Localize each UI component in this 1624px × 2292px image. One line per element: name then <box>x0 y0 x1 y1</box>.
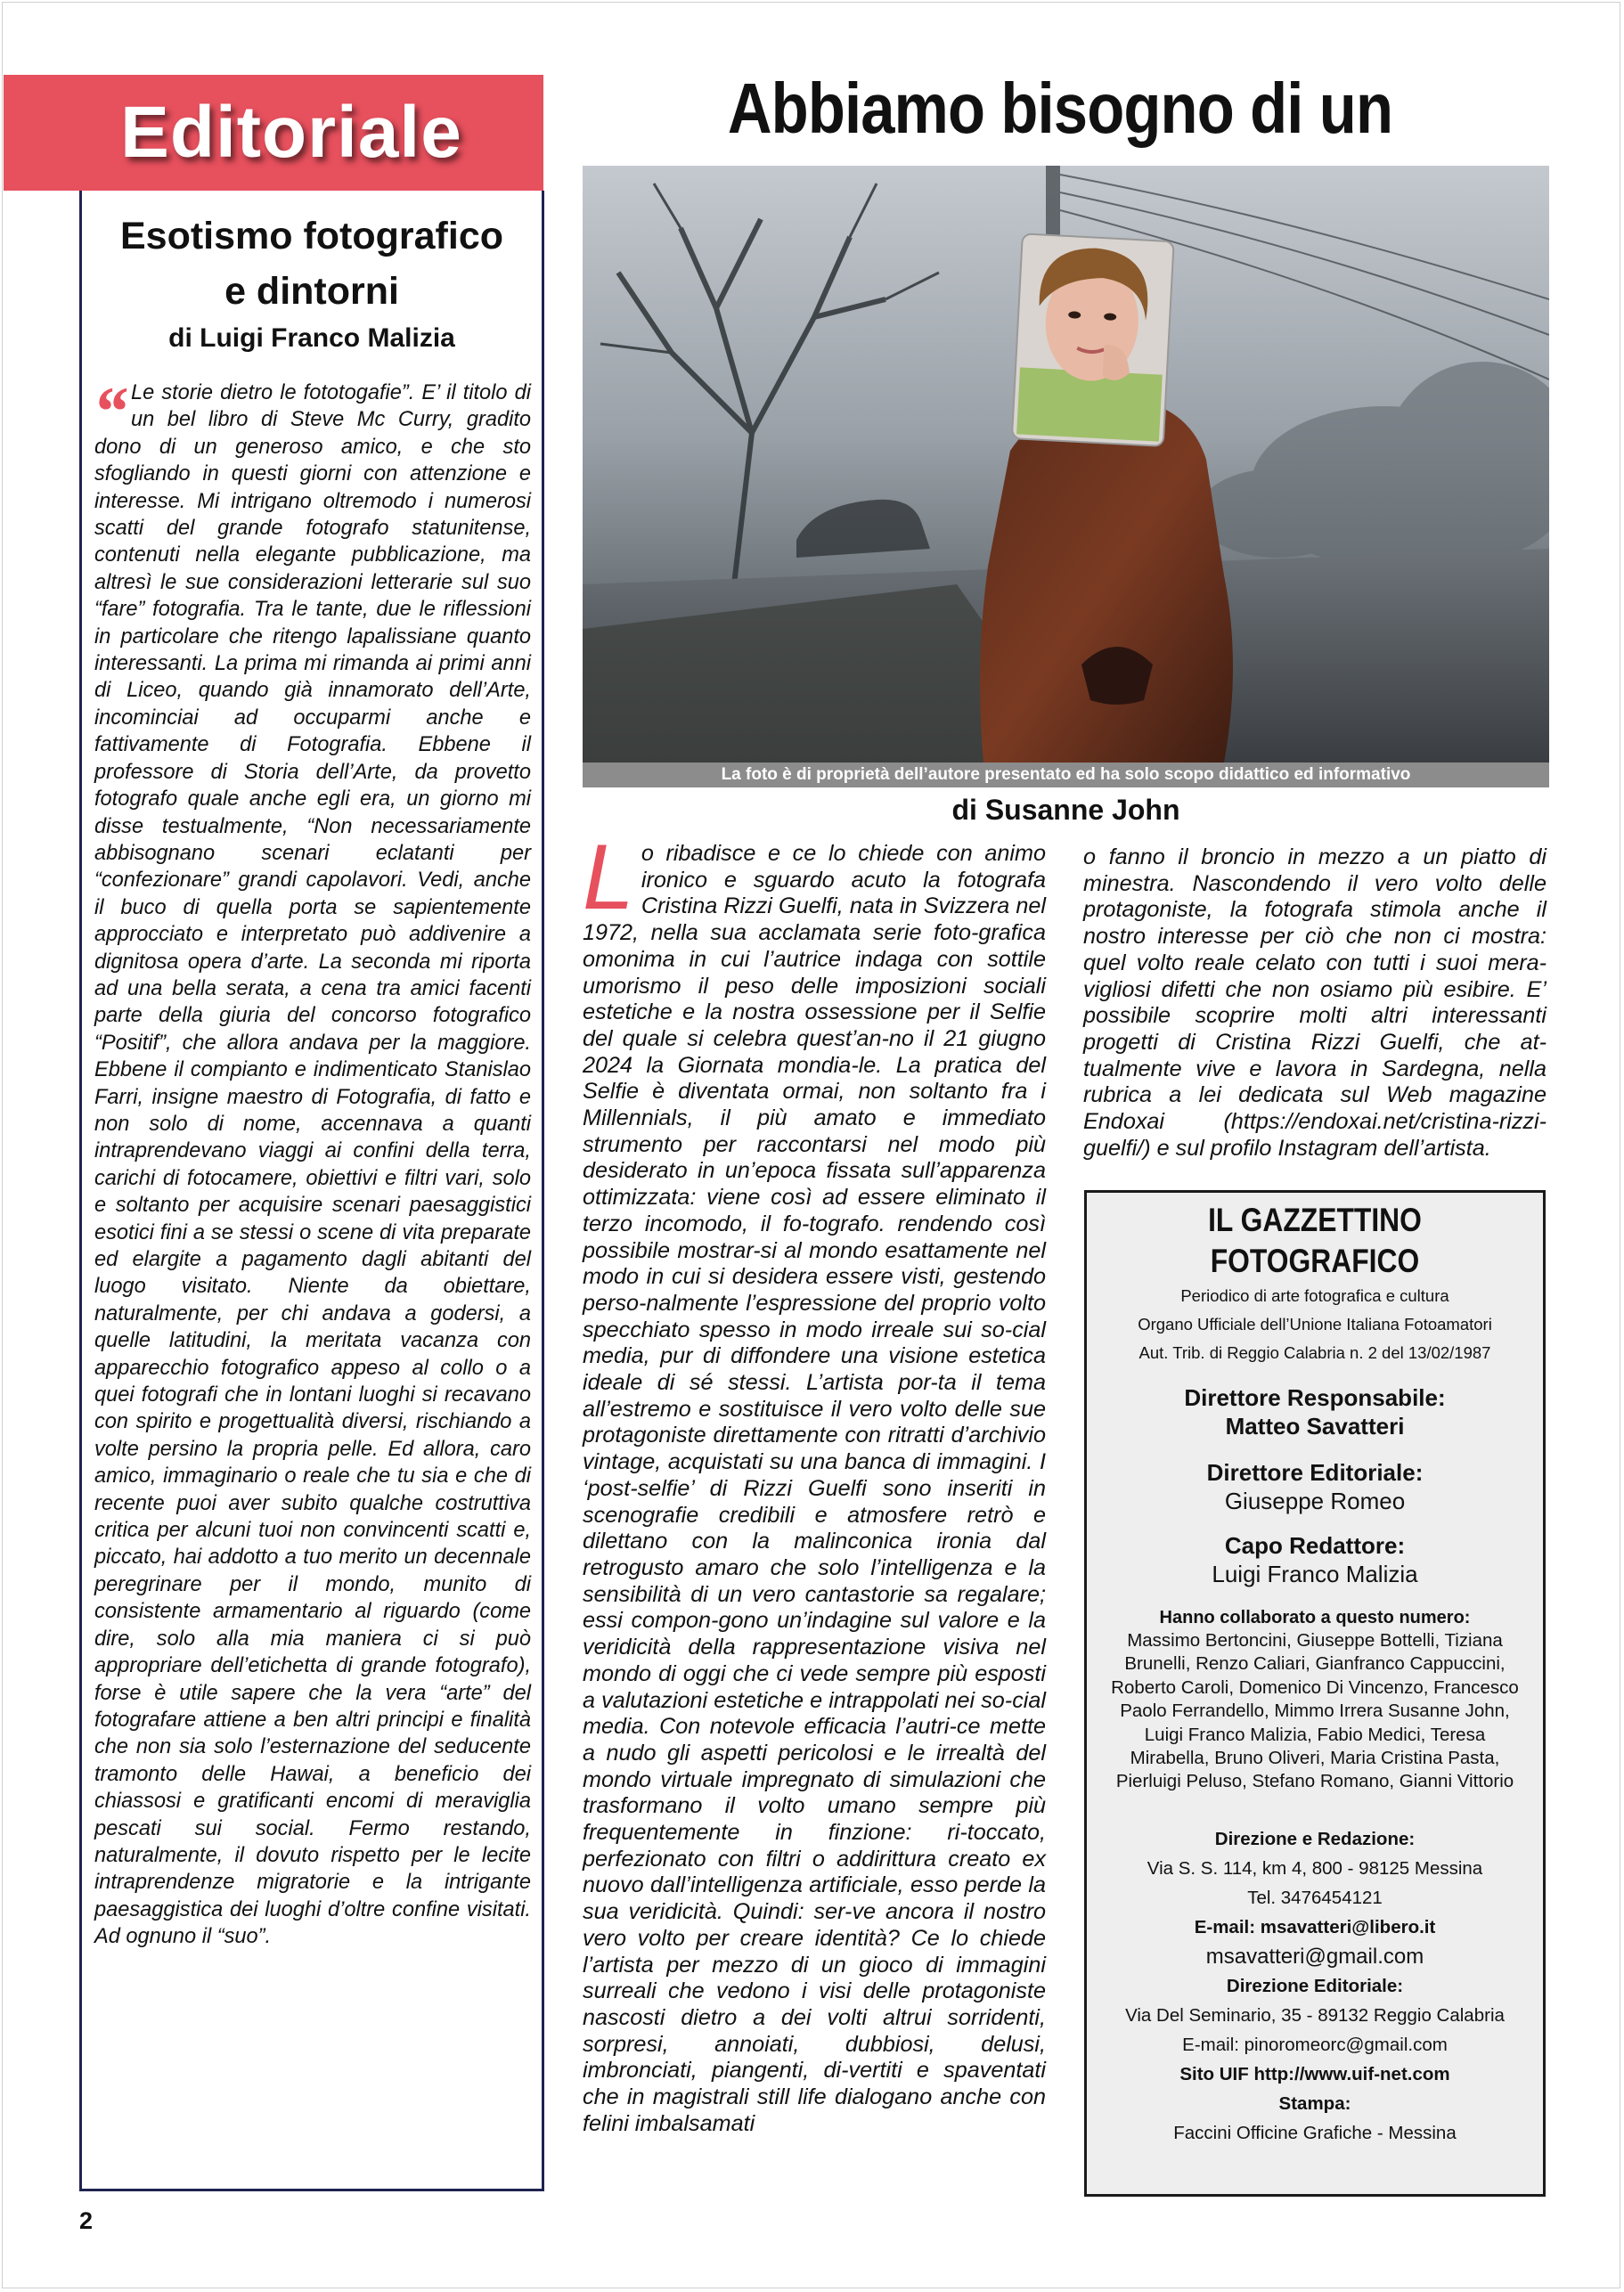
editorial-box <box>79 191 544 2191</box>
masthead-collaborators: Massimo Bertoncini, Giuseppe Bottelli, Tiziana Brunelli, Renzo Caliari, Gianfranco Cappuccini, Roberto Caroli, Domenico Di Vincenzo, Francesco Paolo Ferrandello, Mimmo Irrera Susanne John, Luigi Franco Malizia, Fabio Medici, Teresa Mirabella, Bruno Oliveri, Maria Cristina Pasta, Pierluigi Peluso, Stefano Romano, Gianni Vittorio <box>1111 1630 1519 1792</box>
masthead-email-2: msavatteri@gmail.com <box>1205 1944 1424 1969</box>
masthead-name-1: Matteo Savatteri <box>1225 1413 1405 1440</box>
editorial-banner <box>4 75 543 191</box>
article-headline: Abbiamo bisogno di un <box>727 69 1393 148</box>
article-byline: di Susanne John <box>951 794 1180 826</box>
masthead-address-1: Via S. S. 114, km 4, 800 - 98125 Messina <box>1147 1857 1483 1879</box>
masthead-printer: Faccini Officine Grafiche - Messina <box>1173 2122 1457 2143</box>
editorial-body: Le storie dietro le fototogafie”. E’ il titolo di un bel libro di Steve Mc Curry, gradito dono di un generoso amico, e che sto sfogliando in questi giorni con attenzione e interesse. Mi intrigano oltremodo i numerosi scatti del grande fotografo statunitense, contenuti nella elegante pubblicazione, ma altresì le sue considerazioni letterarie sul suo “fare” fotografia. Tra le tante, due le riflessioni in particolare che ritengo lapalissiane quanto interessanti. La prima mi rimanda ai primi anni di Liceo, quando già innamorato dell’Arte, incominciai ad occuparmi anche e fattivamente di Fotografia. Ebbene il professore di Storia dell’Arte, da provetto fotografo quale anche egli era, un giorno mi disse testualmente, “Non necessariamente abbisognano scenari eclatanti per “confezionare” grandi capolavori. Vedi, anche il buco di quella porta se sapientemente approcciato e interpretato può addivenire a dignitosa opera d’arte. La seconda mi riporta ad una bella serata, a cena tra amici facenti parte della giuria del concorso fotografico “Positif”, che allora andava per la maggiore. Ebbene il compianto e indimenticato Stanislao Farri, insigne maestro di Fotografia, di fatto e non solo di nome, accennava a quanti intraprendevano viaggi ai confini della terra, carichi di fotocamere, obiettivi e filtri vari, solo e soltanto per acquisire scenari paesaggistici esotici fini a se stessi o scene di vita preparate ed elargite a pagamento dagli abitanti del luogo visitato. Niente da obiettare, naturalmente, per chi andava a godersi, a quelle latitudini, la meritata vacanza con apparecchio fotografico appeso al collo o a quei fotografi che in lontani luoghi si recavano con spirito e progettualità diversi, rischiando a volte persino la propria pelle. Ed allora, caro amico, immaginario o reale che tu sia e che di recente puoi aver subito qualche costruttiva critica per alcuni tuoi non convincenti scatti e, piccato, hai addotto a tuo merito un decennale peregrinare per il mondo, munito di consistente armamentario al riguardo (come dire, solo alla mia maniera ci si può appropriare dell’etichetta di grande fotografo), forse è utile sapere che la vera “arte” del fotografare attiene a ben altri principi e finalità che non sia solo l’esternazione del seducente tramonto delle Hawai, a beneficio dei chiassosi e gratificanti encomi di meraviglia pescati sui social. Fermo restando, naturalmente, il dovuto rispetto per le lecite intraprendenze migratorie e la intrigante paesaggistica dei luoghi d’oltre confine visitati. Ad ognuno il “suo”. <box>94 381 531 1949</box>
masthead-name-3: Luigi Franco Malizia <box>1212 1561 1418 1587</box>
editorial-title <box>93 208 531 319</box>
editorial-author: di Luigi Franco Malizia <box>168 323 455 353</box>
masthead-redazione-heading: Direzione e Redazione: <box>1214 1828 1416 1849</box>
masthead-site: Sito UIF http://www.uif-net.com <box>1179 2063 1450 2084</box>
editorial-body-wrap <box>93 372 531 1951</box>
masthead-tel: Tel. 3476454121 <box>1247 1887 1383 1908</box>
masthead-subtitle-1: Periodico di arte fotografica e cultura <box>1180 1286 1449 1305</box>
editorial-title-line2: e dintorni <box>224 270 399 313</box>
masthead-role-2: Direttore Editoriale: <box>1206 1459 1424 1486</box>
article-column-2: o fanno il broncio in mezzo a un piatto di minestra. Nascondendo il vero volto delle protagoniste, la fotografa stimola anche il nostro interesse per ciò che non ci mostra: quel volto reale celato con tutti i suoi mera-vigliosi difetti che non osiamo più esibire. E’ possibile scoprire molti altri interessanti progetti di Cristina Rizzi Guelfi, che at-tualmente vive e lavora in Sardegna, nella rubrica a lei dedicata sul Web magazine Endoxai (https://endoxai.net/cristina-rizzi-guelfi/) e sul profilo Instagram dell’artista. <box>1083 844 1546 1161</box>
masthead-email-1: E-mail: msavatteri@libero.it <box>1194 1916 1436 1937</box>
masthead-print-heading: Stampa: <box>1278 2092 1351 2114</box>
masthead-editorial-heading: Direzione Editoriale: <box>1226 1975 1404 1996</box>
masthead-box <box>1084 1190 1546 2197</box>
masthead-email-3: E-mail: pinoromeorc@gmail.com <box>1182 2034 1448 2055</box>
foggy-street-photo <box>583 166 1549 763</box>
masthead-subtitle-3: Aut. Trib. di Reggio Calabria n. 2 del 13/02/1987 <box>1138 1343 1491 1362</box>
editorial-banner-label: Editoriale <box>120 92 462 173</box>
page-number: 2 <box>79 2207 94 2234</box>
masthead-role-1: Direttore Responsabile: <box>1184 1384 1446 1411</box>
quote-mark-icon: “ <box>93 372 127 450</box>
photo-caption: La foto è di proprietà dell’autore presentato ed ha solo scopo didattico ed informativo <box>583 763 1549 787</box>
article-column-1-text: o ribadisce e ce lo chiede con animo ironico e sguardo acuto la fotografa Cristina Rizzi Guelfi, nata in Svizzera nel 1972, nella sua acclamata serie foto-grafica omonima in cui l’autrice indaga con sottile umorismo il peso delle imposizioni sociali estetiche e la nostra ossessione per il Selfie del quale si celebra quest’an-no il 21 giugno 2024 la Giornata mondia-le. La pratica del Selfie è diventata ormai, non soltanto fra i Millennials, il più amato e immediato strumento per raccontarsi nel modo più desiderato in un’epoca fissata sull’apparenza ottimizzata: viene così ad essere eliminato il terzo incomodo, il fo-tografo. rendendo così possibile mostrar-si al mondo esattamente nel modo in cui si desidera essere visti, gestendo perso-nalmente l’espressione del proprio volto specchiato spesso in modo irreale sui so-cial media, pur di diffondere una visione estetica ideale di sé stessi. L’artista por-ta il tema all’estremo e sostituisce il vero volto delle sue protagoniste direttamente con ritratti d’archivio vintage, acquistati su una banca di immagini. I ‘post-selfie’ di Rizzi Guelfi sono inseriti in scenografie credibili e atmosfere retrò e dilettano con la malinconica ironia dal retrogusto amaro che solo l’intelligenza e la sensibilità di un vero cantastorie sa regalare; essi compon-gono un’indagine sul valore e la veridicità della rappresentazione visiva nel mondo di oggi che ci vede sempre più esposti a valutazioni estetiche e intrappolati nei so-cial media. Con notevole efficacia l’autri-ce mette a nudo gli aspetti pericolosi e le irrealtà del mondo virtuale impregnato di simulazioni che trasformano il volto umano sempre più frequentemente in finzione: ri-toccato, perfezionato con filtri o addirittura creato ex nuovo dall’intelligenza artificiale, esso perde la sua veridicità. Quindi: ser-ve ancora il nostro vero volto per creare identità? Ce lo chiede l’artista per mezzo di un gioco di immagini surreali che vedono i visi delle protagoniste nascosti dietro a dei volti altrui sorridenti, sorpresi, annoiati, dubbiosi, delusi, imbronciati, piangenti, di-vertiti e spaventati che in magistrali still life dialogano anche con felini imbalsamati <box>583 841 1046 2136</box>
drop-cap: L <box>583 826 634 929</box>
masthead-title: IL GAZZETTINO FOTOGRAFICO <box>1208 1202 1422 1279</box>
masthead-name-2: Giuseppe Romeo <box>1224 1488 1406 1514</box>
article-column-1 <box>583 826 1046 2137</box>
article-photo <box>583 166 1549 763</box>
masthead-subtitle-2: Organo Ufficiale dell’Unione Italiana Fotoamatori <box>1138 1315 1492 1334</box>
masthead-role-3: Capo Redattore: <box>1224 1532 1406 1559</box>
editorial-title-line1: Esotismo fotografico <box>119 215 504 257</box>
masthead-collab-heading: Hanno collaborato a questo numero: <box>1159 1608 1471 1627</box>
masthead-address-2: Via Del Seminario, 35 - 89132 Reggio Calabria <box>1125 2004 1505 2026</box>
